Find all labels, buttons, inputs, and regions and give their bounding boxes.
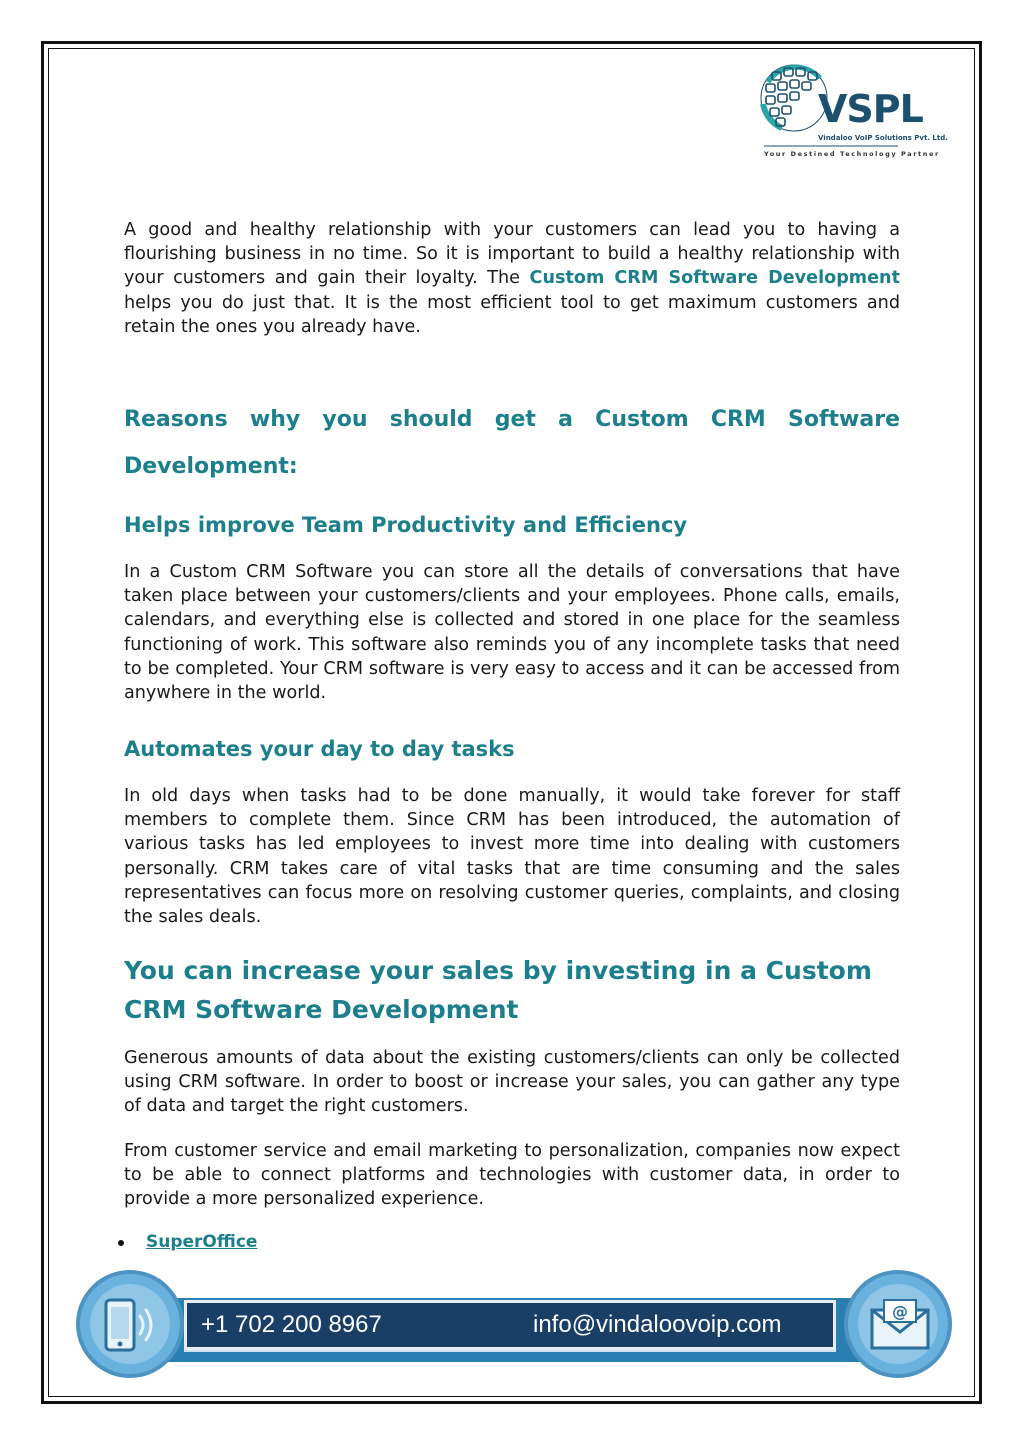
bullet-list-item (118, 1232, 257, 1252)
productivity-paragraph: In a Custom CRM Software you can store all the details of conversations that have taken place between your customers/clients and your employees. Phone calls, emails, calendars, and everything else is collected and stored in one place for the seamless functioning of work. This software also reminds you of any incomplete tasks that need to be completed. Your CRM software is very easy to access and it can be accessed from anywhere in the world. (124, 562, 900, 704)
email-address[interactable]: info@vindaloovoip.com (533, 1311, 782, 1338)
intro-text-start: A good and healthy relationship with your customers can lead you to having a flourishing business in no time. So it is important to build a healthy relationship with your customers and gain their loyalty. The (124, 220, 900, 289)
sales-paragraph-2: From customer service and email marketing to personalization, companies now expect to be able to connect platforms and technologies with customer data, in order to provide a more personalized experience. (124, 1141, 900, 1210)
section-sales-body1 (124, 1046, 900, 1119)
section-sales (124, 951, 900, 1029)
section-sales-body2 (124, 1139, 900, 1212)
bullet-dot-icon (118, 1240, 124, 1246)
reasons-heading-block (124, 396, 900, 490)
section-productivity-body (124, 560, 900, 705)
logo-subtitle: Vindaloo VoIP Solutions Pvt. Ltd. (818, 134, 948, 142)
phone-number[interactable]: +1 702 200 8967 (201, 1311, 382, 1338)
intro-paragraph (124, 218, 900, 339)
email-circle (844, 1270, 952, 1378)
automates-heading: Automates your day to day tasks (124, 737, 515, 761)
reasons-heading: Reasons why you should get a Custom CRM Software Development: (124, 407, 900, 479)
section-automates-body (124, 784, 900, 929)
phone-circle (76, 1270, 184, 1378)
email-icon (868, 1298, 932, 1354)
superoffice-link[interactable]: SuperOffice (146, 1232, 258, 1252)
contact-footer (76, 1270, 950, 1378)
custom-crm-link[interactable]: Custom CRM Software Development (529, 268, 900, 289)
logo-tagline: Your Destined Technology Partner (764, 150, 940, 158)
section-automates (124, 735, 900, 763)
intro-paragraph-block (124, 218, 900, 339)
vspl-logo (760, 58, 948, 162)
intro-text-end: helps you do just that. It is the most efficient tool to get maximum customers and retain the ones you already have. (124, 292, 900, 337)
sales-paragraph-1: Generous amounts of data about the existing customers/clients can only be collected using CRM software. In order to boost or increase your sales, you can gather any type of data and target the right customers. (124, 1048, 900, 1117)
sales-heading: You can increase your sales by investing in a Custom CRM Software Development (124, 956, 872, 1024)
logo-name: VSPL (818, 87, 923, 131)
at-sign-glyph: @ (892, 1302, 908, 1321)
contact-box (184, 1300, 836, 1350)
automates-paragraph: In old days when tasks had to be done manually, it would take forever for staff members to complete them. Since CRM has been introduced, the automation of various tasks has led employees to invest more time into dealing with customers personally. CRM takes care of vital tasks that are time consuming and the sales representatives can focus more on resolving customer queries, complaints, and closing the sales deals. (124, 786, 900, 928)
productivity-heading: Helps improve Team Productivity and Efficiency (124, 513, 688, 537)
section-productivity (124, 511, 900, 539)
phone-icon (102, 1294, 162, 1358)
